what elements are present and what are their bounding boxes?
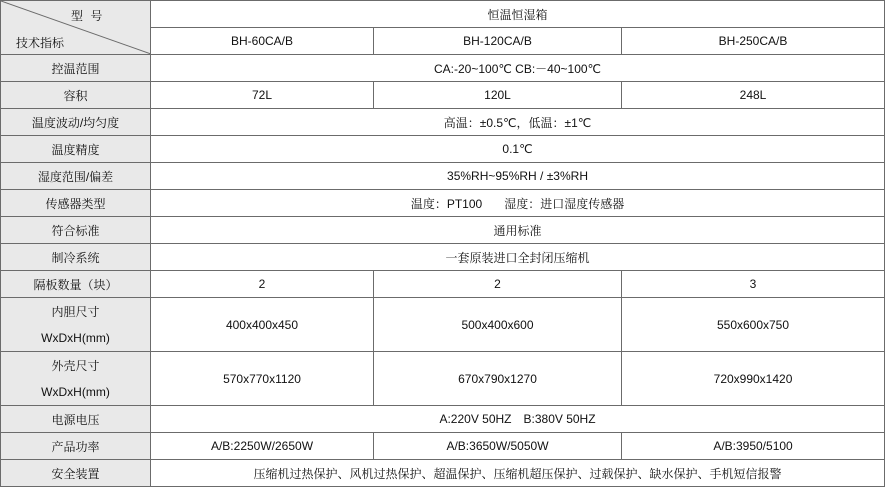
row-temp-range [1,55,885,82]
power-2: A/B:3650W/5050W [374,433,622,460]
volume-3: 248L [622,82,885,109]
outer-size-1: 570x770x1120 [151,352,374,406]
power-supply-b: B:380V 50HZ [523,412,596,426]
row-power [1,433,885,460]
accuracy-label: 温度精度 [1,136,151,163]
power-supply-label: 电源电压 [1,406,151,433]
outer-size-label-line1: 外壳尺寸 [51,358,100,373]
shelves-1: 2 [151,271,374,298]
sensor-label: 传感器类型 [1,190,151,217]
sensor-value [151,190,885,217]
row-volume [1,82,885,109]
fluctuation-value: 高温：±0.5℃，低温：±1℃ [151,109,885,136]
power-supply-value [151,406,885,433]
row-sensor [1,190,885,217]
shelves-2: 2 [374,271,622,298]
shelves-label: 隔板数量（块） [1,271,151,298]
row-shelves [1,271,885,298]
power-3: A/B:3950/5100 [622,433,885,460]
temp-range-label: 控温范围 [1,55,151,82]
row-cooling [1,244,885,271]
inner-size-label-line1: 内胆尺寸 [51,304,100,319]
outer-size-label-line2: WxDxH(mm) [41,384,110,399]
sensor-humid: 湿度：进口湿度传感器 [504,196,625,211]
volume-1: 72L [151,82,374,109]
cooling-label: 制冷系统 [1,244,151,271]
power-1: A/B:2250W/2650W [151,433,374,460]
header-row [1,1,885,28]
humidity-value: 35%RH~95%RH / ±3%RH [151,163,885,190]
model-3: BH-250CA/B [622,28,885,55]
temp-range-value: CA:-20~100℃ CB:－40~100℃ [151,55,885,82]
outer-size-2: 670x790x1270 [374,352,622,406]
corner-cell [1,1,151,55]
row-safety [1,460,885,487]
row-humidity [1,163,885,190]
safety-label: 安全装置 [1,460,151,487]
power-supply-a: A:220V 50HZ [439,412,512,426]
row-accuracy [1,136,885,163]
volume-label: 容积 [1,82,151,109]
inner-size-2: 500x400x600 [374,298,622,352]
inner-size-label-line2: WxDxH(mm) [41,330,110,345]
outer-size-3: 720x990x1420 [622,352,885,406]
shelves-3: 3 [622,271,885,298]
inner-size-1: 400x400x450 [151,298,374,352]
model-1: BH-60CA/B [151,28,374,55]
inner-size-label [1,298,151,352]
model-heading: 型 号 [71,9,105,23]
humidity-label: 湿度范围/偏差 [1,163,151,190]
sensor-temp: 温度：PT100 [410,196,483,211]
accuracy-value: 0.1℃ [151,136,885,163]
product-name: 恒温恒湿箱 [151,1,885,28]
outer-size-label [1,352,151,406]
row-inner-size [1,298,885,352]
volume-2: 120L [374,82,622,109]
inner-size-3: 550x600x750 [622,298,885,352]
safety-value: 压缩机过热保护、风机过热保护、超温保护、压缩机超压保护、过载保护、缺水保护、手机短信报警 [151,460,885,487]
standard-label: 符合标准 [1,217,151,244]
row-standard [1,217,885,244]
row-outer-size [1,352,885,406]
fluctuation-label: 温度波动/均匀度 [1,109,151,136]
spec-heading: 技术指标 [16,36,65,50]
standard-value: 通用标准 [151,217,885,244]
row-power-supply [1,406,885,433]
row-fluctuation [1,109,885,136]
power-label: 产品功率 [1,433,151,460]
model-2: BH-120CA/B [374,28,622,55]
cooling-value: 一套原装进口全封闭压缩机 [151,244,885,271]
